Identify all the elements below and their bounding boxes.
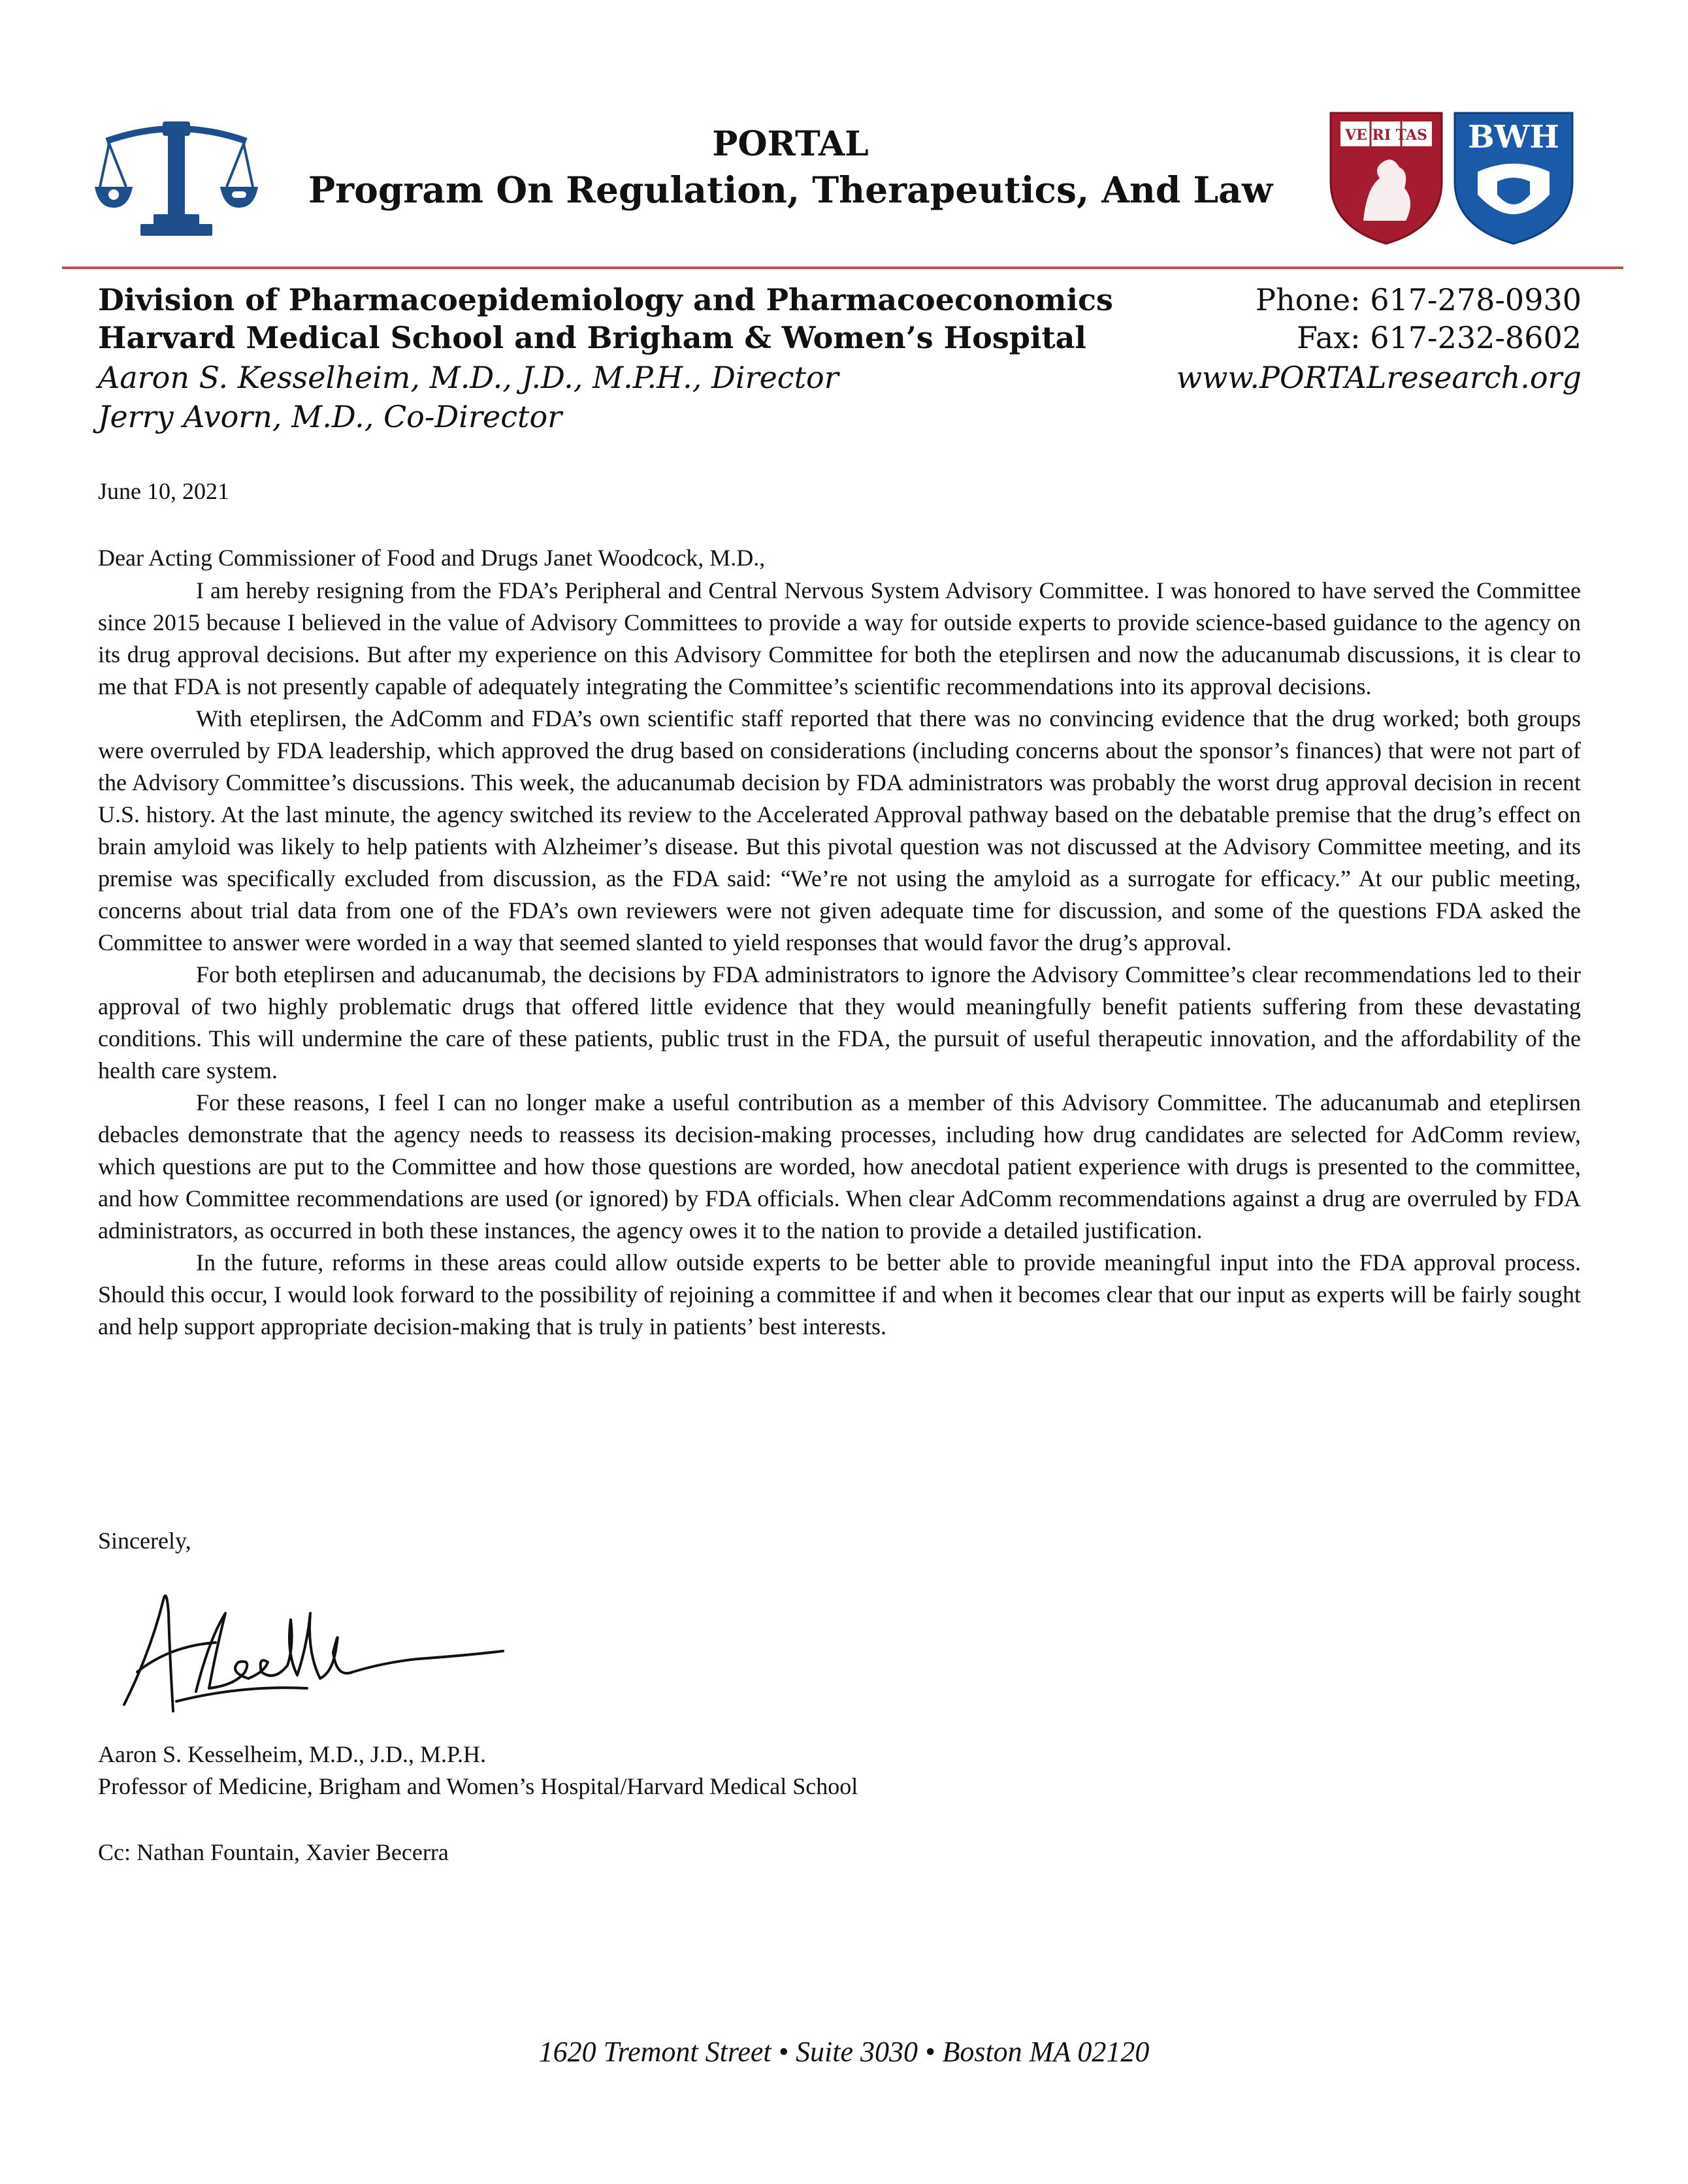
bwh-shield-logo [1452, 110, 1576, 247]
letter-date: June 10, 2021 [98, 478, 229, 504]
letter-body [98, 575, 1581, 1343]
director-line: Aaron S. Kesselheim, M.D., J.D., M.P.H., Director [98, 360, 839, 395]
cc-line: Cc: Nathan Fountain, Xavier Becerra [98, 1839, 449, 1865]
signer-name: Aaron S. Kesselheim, M.D., J.D., M.P.H. [98, 1741, 486, 1767]
bwh-shield-text: BWH [1468, 119, 1559, 155]
harvard-shield-logo [1327, 110, 1445, 247]
phone-number: Phone: 617-278-0930 [1256, 282, 1582, 317]
institution-name: Harvard Medical School and Brigham & Women’s Hospital [98, 320, 1086, 355]
body-paragraph: With eteplirsen, the AdComm and FDA’s own scientific staff reported that there was no convincing evidence that the drug worked; both groups were overruled by FDA leadership, which approved the drug based on considerations (including concerns about the sponsor’s finances) that were not part of the Advisory Committee’s discussions. This week, the aducanumab decision by FDA administrators was probably the worst drug approval decision in recent U.S. history. At the last minute, the agency switched its review to the Accelerated Approval pathway based on the debatable premise that the drug’s effect on brain amyloid was likely to help patients with Alzheimer’s disease. But this pivotal question was not discussed at the Advisory Committee meeting, and its premise was specifically excluded from discussion, as the FDA said: “We’re not using the amyloid as a surrogate for efficacy.” At our public meeting, concerns about trial data from one of the FDA’s own reviewers were not given adequate time for discussion, and some of the questions FDA asked the Committee to answer were worded in a way that seemed slanted to yield responses that would favor the drug’s approval. [98, 705, 1581, 956]
division-name: Division of Pharmacoepidemiology and Pharmacoeconomics [98, 282, 1113, 317]
fax-number: Fax: 617-232-8602 [1296, 320, 1582, 355]
body-paragraph: For these reasons, I feel I can no longer make a useful contribution as a member of this Advisory Committee. The aducanumab and eteplirsen debacles demonstrate that the agency needs to reassess its decision-making processes, including how drug candidates are selected for AdComm review, which questions are put to the Committee and how those questions are worded, how anecdotal patient experience with drugs is presented to the committee, and how Committee recommendations are used (or ignored) by FDA officials. When clear AdComm recommendations against a drug are overruled by FDA administrators, as occurred in both these instances, the agency owes it to the nation to provide a detailed justification. [98, 1089, 1581, 1244]
website-link[interactable]: www.PORTALresearch.org [1176, 360, 1582, 395]
closing: Sincerely, [98, 1528, 191, 1554]
signer-title: Professor of Medicine, Brigham and Women’s Hospital/Harvard Medical School [98, 1773, 858, 1799]
body-paragraph: I am hereby resigning from the FDA’s Peripheral and Central Nervous System Advisory Committee. I was honored to have served the Committee since 2015 because I believed in the value of Advisory Committees to provide a way for outside experts to provide science-based guidance to the agency on its drug approval decisions. But after my experience on this Advisory Committee for both the eteplirsen and now the aducanumab discussions, it is clear to me that FDA is not presently capable of adequately integrating the Committee’s scientific recommendations into its approval decisions. [98, 577, 1581, 699]
handwritten-signature [111, 1574, 529, 1731]
salutation: Dear Acting Commissioner of Food and Drugs Janet Woodcock, M.D., [98, 545, 766, 571]
org-short-title: PORTAL [712, 124, 869, 164]
header-divider-rule [62, 266, 1623, 269]
org-full-title: Program On Regulation, Therapeutics, And Law [308, 169, 1273, 211]
body-paragraph: For both eteplirsen and aducanumab, the decisions by FDA administrators to ignore the Advisory Committee’s clear recommendations led to their approval of two highly problematic drugs that offered little evidence that they would meaningfully benefit patients suffering from these devastating conditions. This will undermine the care of these patients, public trust in the FDA, the pursuit of useful therapeutic innovation, and the affordability of the health care system. [98, 961, 1581, 1084]
co-director-line: Jerry Avorn, M.D., Co-Director [98, 399, 562, 434]
harvard-shield-text: VE RI TAS [1345, 127, 1427, 144]
body-paragraph: In the future, reforms in these areas could allow outside experts to be better able to provide meaningful input into the FDA approval process. Should this occur, I would look forward to the possibility of rejoining a committee if and when it becomes clear that our input as experts will be fairly sought and help support appropriate decision-making that is truly in patients’ best interests. [98, 1249, 1581, 1340]
footer-address: 1620 Tremont Street • Suite 3030 • Boston MA 02120 [538, 2036, 1150, 2068]
